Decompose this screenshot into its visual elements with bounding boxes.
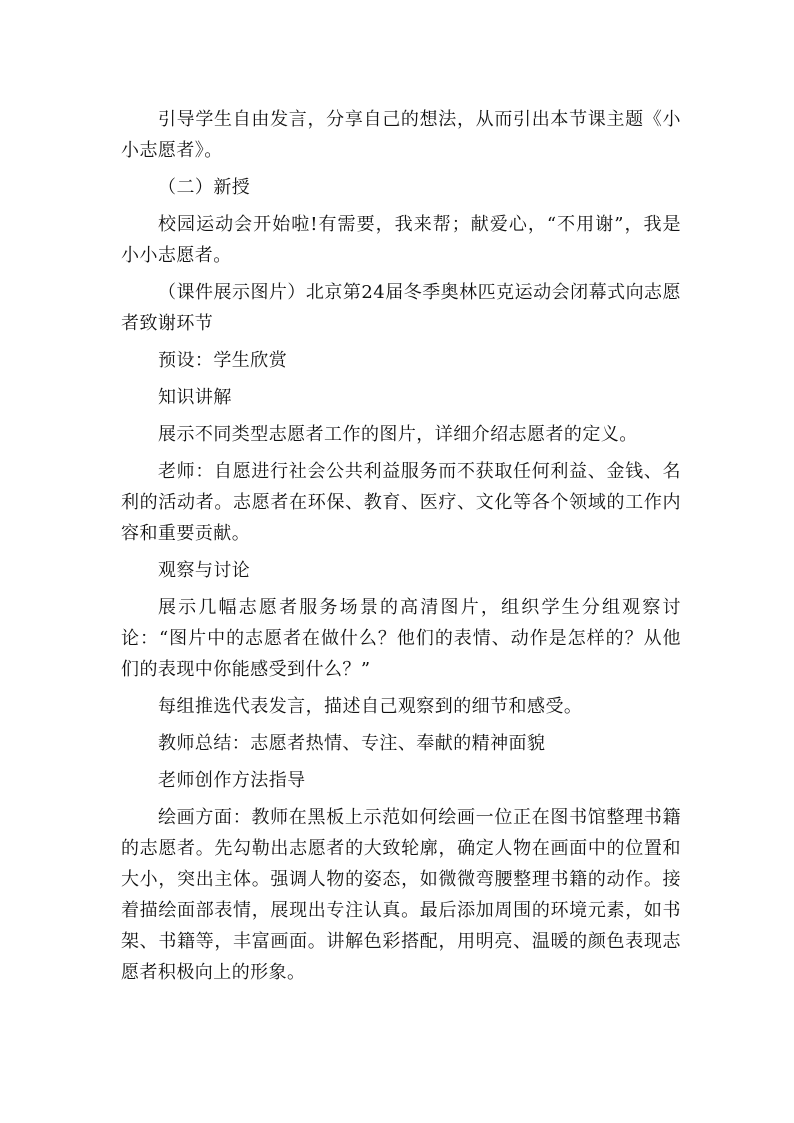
- heading-creation-method: 老师创作方法指导: [158, 770, 306, 791]
- paragraph-volunteer-types: 展示不同类型志愿者工作的图片，详细介绍志愿者的定义。: [158, 424, 638, 445]
- section-heading-new-lesson: （二）新授: [158, 177, 251, 198]
- paragraph-drawing-guidance: 绘画方面：教师在黑板上示范如何绘画一位正在图书馆整理书籍的志愿者。先勾勒出志愿者的大致轮廓，确定人物在画面中的位置和大小，突出主体。强调人物的姿态，如微微弯腰整理书籍的动作。接着描绘面部表情，展现出专注认真。最后添加周围的环境元素，如书架、书籍等，丰富画面。讲解色彩搭配，用明亮、温暖的颜色表现志愿者积极向上的形象。: [121, 807, 681, 983]
- paragraph-courseware-image: （课件展示图片）北京第24届冬季奥林匹克运动会闭幕式向志愿者致谢环节: [121, 282, 681, 334]
- paragraph-discussion-questions: 展示几幅志愿者服务场景的高清图片，组织学生分组观察讨论：“图片中的志愿者在做什么？他们的表情、动作是怎样的？从他们的表现中你能感受到什么？”: [121, 597, 681, 680]
- document-body: [121, 104, 681, 988]
- heading-observation-discussion: 观察与讨论: [158, 560, 251, 581]
- paragraph-intro: 引导学生自由发言，分享自己的想法，从而引出本节课主题《小小志愿者》。: [121, 109, 681, 161]
- paragraph-sports-meet: 校园运动会开始啦!有需要，我来帮；献爱心，“不用谢”，我是小小志愿者。: [121, 214, 681, 266]
- paragraph-teacher-summary: 教师总结：志愿者热情、专注、奉献的精神面貌: [158, 733, 546, 754]
- heading-knowledge-explanation: 知识讲解: [158, 387, 232, 408]
- paragraph-preset: 预设：学生欣赏: [158, 350, 288, 371]
- paragraph-teacher-definition: 老师：自愿进行社会公共利益服务而不获取任何利益、金钱、名利的活动者。志愿者在环保、教育、医疗、文化等各个领域的工作内容和重要贡献。: [121, 461, 681, 544]
- paragraph-group-speech: 每组推选代表发言，描述自己观察到的细节和感受。: [158, 696, 583, 717]
